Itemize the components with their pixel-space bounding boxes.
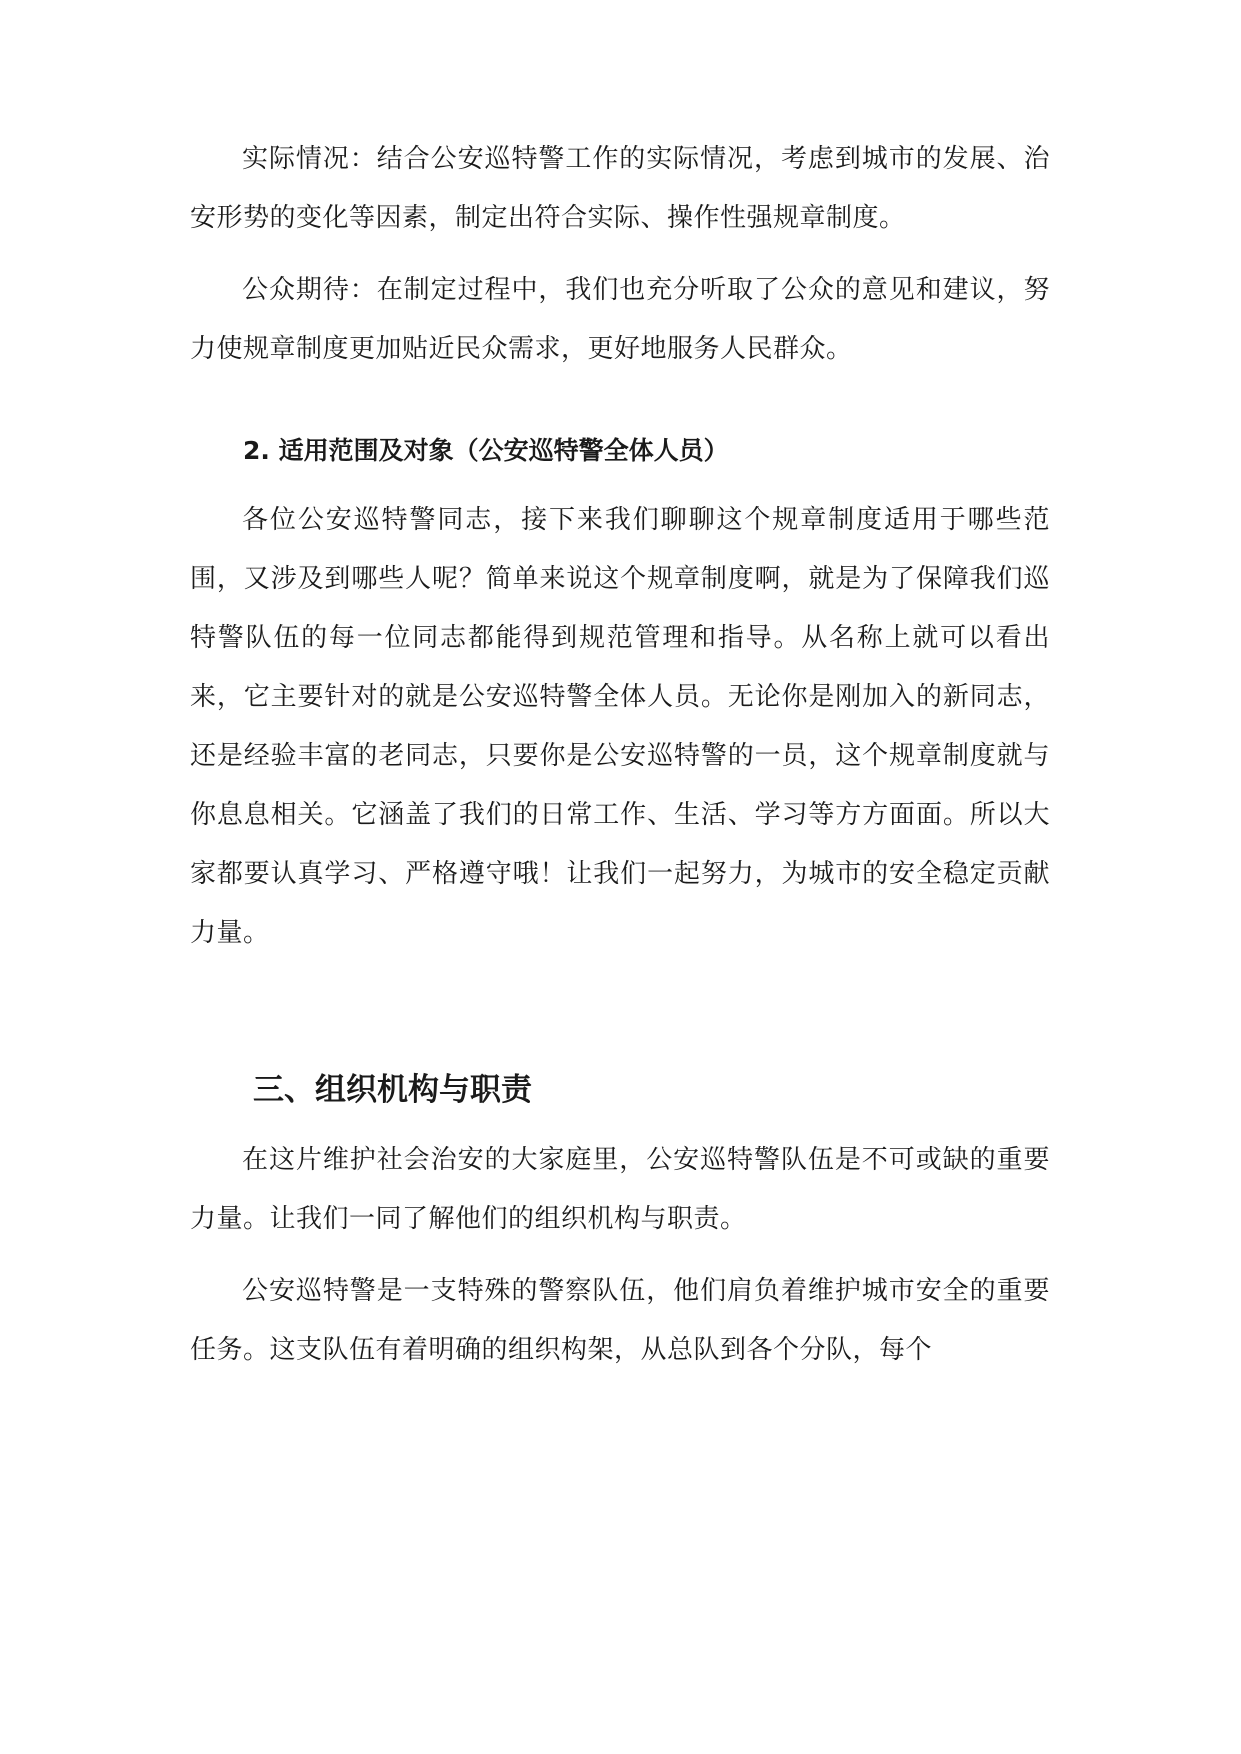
paragraph-public-expectation: 公众期待：在制定过程中，我们也充分听取了公众的意见和建议，努力使规章制度更加贴近民众需求，更好地服务人民群众。 <box>190 275 1050 364</box>
paragraph-actual-situation: 实际情况：结合公安巡特警工作的实际情况，考虑到城市的发展、治安形势的变化等因素，制定出符合实际、操作性强规章制度。 <box>190 144 1050 233</box>
paragraph-organization-intro: 在这片维护社会治安的大家庭里，公安巡特警队伍是不可或缺的重要力量。让我们一同了解他们的组织机构与职责。 <box>190 1145 1050 1234</box>
paragraph-scope-body: 各位公安巡特警同志，接下来我们聊聊这个规章制度适用于哪些范围，又涉及到哪些人呢？简单来说这个规章制度啊，就是为了保障我们巡特警队伍的每一位同志都能得到规范管理和指导。从名称上就可以看出来，它主要针对的就是公安巡特警全体人员。无论你是刚加入的新同志，还是经验丰富的老同志，只要你是公安巡特警的一员，这个规章制度就与你息息相关。它涵盖了我们的日常工作、生活、学习等方方面面。所以大家都要认真学习、严格遵守哦！让我们一起努力，为城市的安全稳定贡献力量。 <box>190 505 1050 948</box>
chapter-heading-organization: 三、组织机构与职责 <box>253 1072 532 1108</box>
section-heading-scope: 2. 适用范围及对象（公安巡特警全体人员） <box>243 436 729 465</box>
paragraph-organization-structure: 公安巡特警是一支特殊的警察队伍，他们肩负着维护城市安全的重要任务。这支队伍有着明确的组织构架，从总队到各个分队，每个 <box>190 1276 1050 1365</box>
